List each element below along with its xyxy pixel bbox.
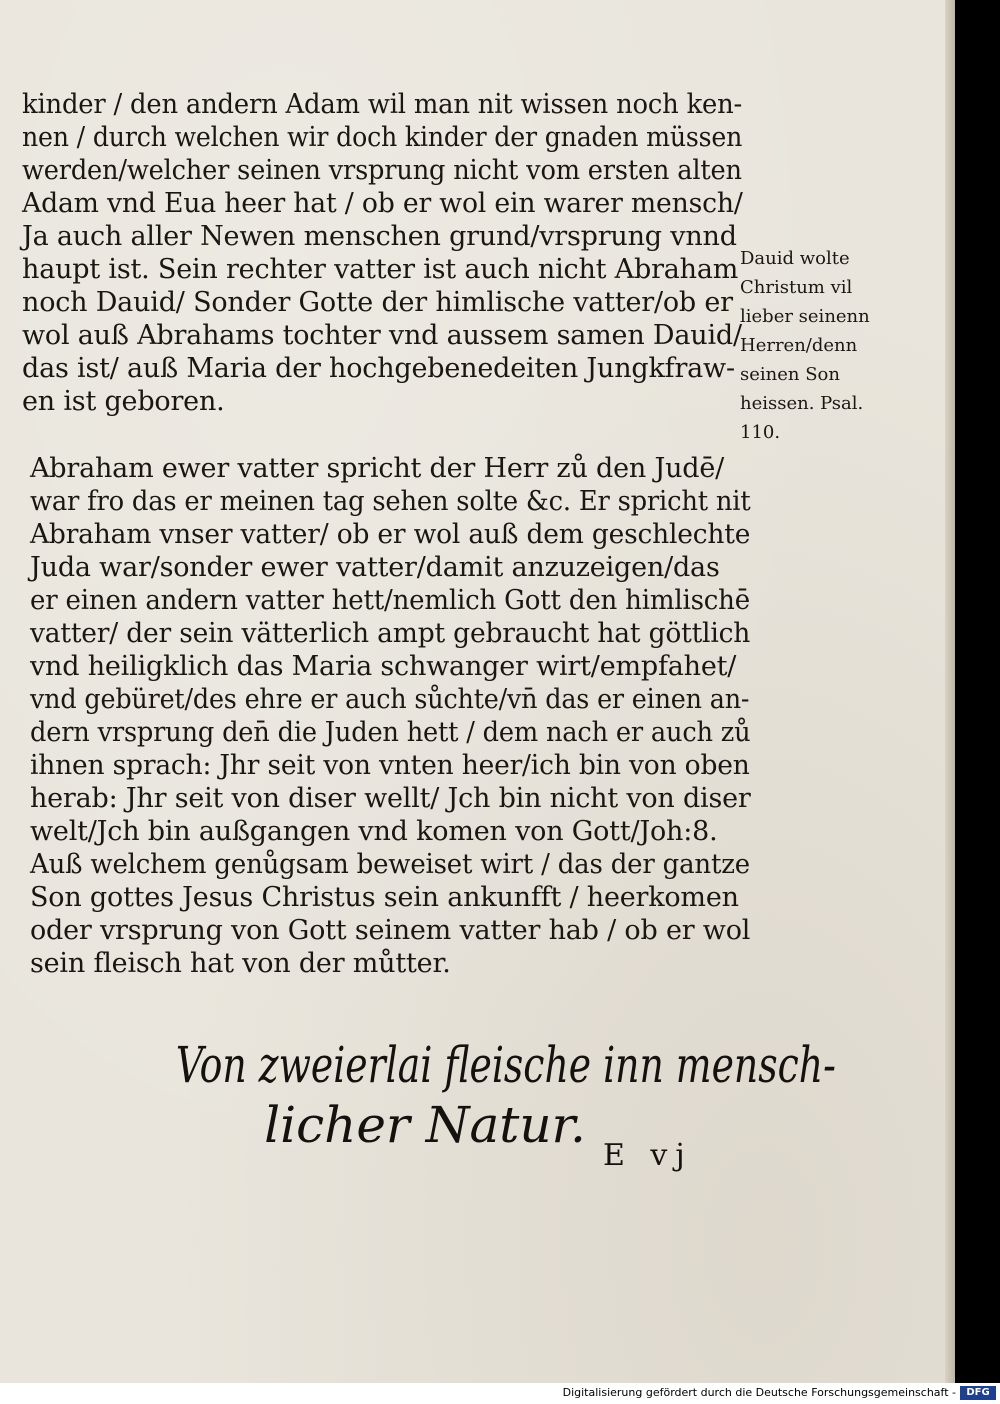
marginal-note <box>740 244 890 447</box>
dfg-logo: DFG <box>960 1386 996 1400</box>
marginal-line: heissen. Psal. <box>740 393 864 414</box>
signature-mark: E vj <box>603 1138 693 1173</box>
page-edge <box>945 0 955 1383</box>
text-line: nen / durch welchen wir doch kinder der gnaden müssen <box>22 122 743 153</box>
text-line: noch Dauid/ Sonder Gotte der himlische vatter/ob er <box>22 287 733 318</box>
heading-line: Von zweierlai fleische inn mensch- <box>175 1036 836 1094</box>
text-line: Ja auch aller Newen menschen grund/vrsprung vnnd <box>22 221 737 252</box>
marginal-line: Christum vil <box>740 277 853 298</box>
text-line: Juda war/sonder ewer vatter/damit anzuzeigen/das <box>30 552 720 583</box>
text-line: Son gottes Jesus Christus sein ankunfft / heerkomen <box>30 882 739 913</box>
marginal-line: Dauid wolte <box>740 248 850 269</box>
text-line: ihnen sprach: Jhr seit von vnten heer/ich bin von oben <box>30 750 750 781</box>
text-line: Abraham vnser vatter/ ob er wol auß dem geschlechte <box>30 519 751 550</box>
text-line: haupt ist. Sein rechter vatter ist auch nicht Abraham <box>22 254 739 285</box>
paragraph-2 <box>30 452 750 980</box>
text-line: werden/welcher seinen vrsprung nicht vom ersten alten <box>22 155 742 186</box>
marginal-line: lieber seinenn <box>740 306 870 327</box>
text-line: war fro das er meinen tag sehen solte &c. Er spricht nit <box>30 486 751 517</box>
marginal-line: Herren/denn <box>740 335 858 356</box>
text-line: vnd gebüret/des ehre er auch sůchte/vn̄ das er einen an- <box>30 684 750 715</box>
text-line: Abraham ewer vatter spricht der Herr zů den Judē/ <box>30 453 725 484</box>
text-line: herab: Jhr seit von diser wellt/ Jch bin nicht von diser <box>30 783 751 814</box>
text-line: kinder / den andern Adam wil man nit wissen noch ken- <box>22 89 743 120</box>
text-line: dern vrsprung den̄ die Juden hett / dem nach er auch zů <box>30 717 751 748</box>
text-line: Auß welchem genůgsam beweiset wirt / das der gantze <box>30 849 750 880</box>
text-line: oder vrsprung von Gott seinem vatter hab / ob er wol <box>30 915 751 946</box>
text-line: sein fleisch hat von der můtter. <box>30 948 451 979</box>
text-line: en ist geboren. <box>22 386 225 417</box>
funding-notice: Digitalisierung gefördert durch die Deutsche Forschungsgemeinschaft - <box>562 1386 956 1399</box>
footer-bar <box>0 1383 1000 1404</box>
text-line: vatter/ der sein vätterlich ampt gebraucht hat göttlich <box>30 618 751 649</box>
text-line: das ist/ auß Maria der hochgebenedeiten Jungkfraw- <box>22 353 735 384</box>
marginal-line: seinen Son <box>740 364 840 385</box>
marginal-line: 110. <box>740 422 781 443</box>
text-line: vnd heiligklich das Maria schwanger wirt/empfahet/ <box>30 651 737 682</box>
text-line: Adam vnd Eua heer hat / ob er wol ein warer mensch/ <box>22 188 743 219</box>
text-line: wol auß Abrahams tochter vnd aussem samen Dauid/ <box>22 320 742 351</box>
paragraph-1 <box>22 88 742 418</box>
section-heading <box>95 1035 836 1155</box>
text-line: er einen andern vatter hett/nemlich Gott den himlischē <box>30 585 750 616</box>
heading-line: licher Natur. <box>264 1096 586 1154</box>
text-line: welt/Jch bin außgangen vnd komen von Gott/Joh:8. <box>30 816 718 847</box>
